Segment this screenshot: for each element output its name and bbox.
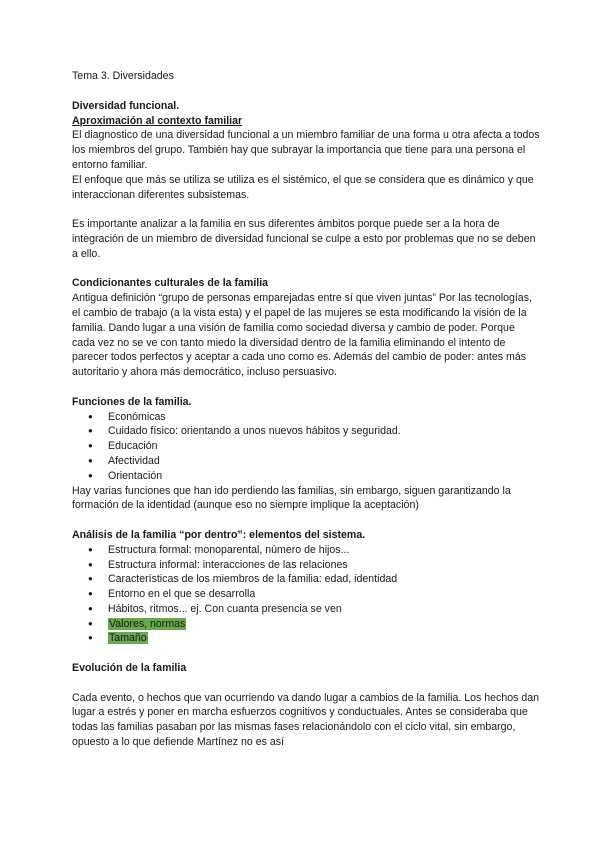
paragraph: El enfoque que más se utiliza se utiliza es el sistémico, el que se considera que es dinámico y que interaccionan diferentes subsistemas. xyxy=(72,173,534,201)
list-item: ● Hábitos, ritmos... ej. Con cuanta presencia se ven xyxy=(72,602,540,617)
paragraph: El diagnostico de una diversidad funcional a un miembro familiar de una forma u otra afecta a todos los miembros del grupo. También hay que subrayar la importancia que tiene para una persona el entorno familiar. xyxy=(72,129,540,171)
section-title: Evolución de la familia xyxy=(72,662,187,675)
list-item: ● Educación xyxy=(72,439,540,454)
section-analisis xyxy=(72,528,540,646)
section-evolucion xyxy=(72,661,540,750)
section-funciones xyxy=(72,395,540,513)
section-title: Funciones de la familia. xyxy=(72,395,192,408)
paragraph: Hay varias funciones que han ido perdiendo las familias, sin embargo, siguen garantizando la formación de la identidad (aunque eso no siempre implique la aceptación) xyxy=(72,484,511,512)
paragraph: Es importante analizar a la familia en sus diferentes ámbitos porque puede ser a la hora de integración de un miembro de diversidad funcional se culpe a esto por problemas que no se deben a ello. xyxy=(72,218,536,260)
paragraph: Cada evento, o hechos que van ocurriendo va dando lugar a cambios de la familia. Los hechos dan lugar a estrés y poner en marcha esfuerzos cognitivos y conductuales. Antes se consideraba que todas las familias pasaban por las mismas fases relacionándolo con el ciclo vital, sin embargo, opuesto a lo que defiende Martínez no es así xyxy=(72,691,540,749)
section-title: Condicionantes culturales de la familia xyxy=(72,277,269,290)
paragraph: Antigua definición “grupo de personas emparejadas entre sí que viven juntas” Por las tecnologías, el cambio de trabajo (a la vista esta) y el papel de las mujeres se esta modificando la visión de la familia. Dando lugar a una visión de familia como sociedad diversa y cambio de poder. Porque cada vez no se ve con tanto miedo la diversidad dentro de la familia eliminando el intento de parecer todos perfectos y aceptar a cada uno como es. Además del cambio de poder: antes más autoritario y ahora más democrático, incluso persuasivo. xyxy=(72,292,532,379)
section-condicionantes-culturales xyxy=(72,276,540,380)
highlighted-text: Valores, normas xyxy=(109,617,186,630)
list-item: ● Afectividad xyxy=(72,454,540,469)
list-item-highlighted xyxy=(72,631,540,646)
bullet-list xyxy=(72,410,540,484)
list-item: ● Características de los miembros de la familia: edad, identidad xyxy=(72,572,540,587)
list-item-highlighted xyxy=(72,617,540,632)
list-item: ● Cuidado físico: orientando a unos nuevos hábitos y seguridad. xyxy=(72,424,540,439)
section-title: Diversidad funcional. xyxy=(72,99,180,112)
section-title: Análisis de la familia “por dentro”: elementos del sistema. xyxy=(72,528,366,541)
section-diversidad-funcional xyxy=(72,99,540,262)
list-item: ● Económicas xyxy=(72,410,540,425)
list-item: ● Estructura formal: monoparental, número de hijos... xyxy=(72,543,540,558)
highlighted-text: Tamaño xyxy=(109,632,147,645)
topic-heading: Tema 3. Diversidades xyxy=(72,70,174,82)
list-item: ● Entorno en el que se desarrolla xyxy=(72,587,540,602)
list-item: ● Estructura informal: interacciones de las relaciones xyxy=(72,558,540,573)
list-item: ● Orientación xyxy=(72,469,540,484)
section-subtitle: Aproximación al contexto familiar xyxy=(72,114,243,127)
bullet-list xyxy=(72,543,540,647)
